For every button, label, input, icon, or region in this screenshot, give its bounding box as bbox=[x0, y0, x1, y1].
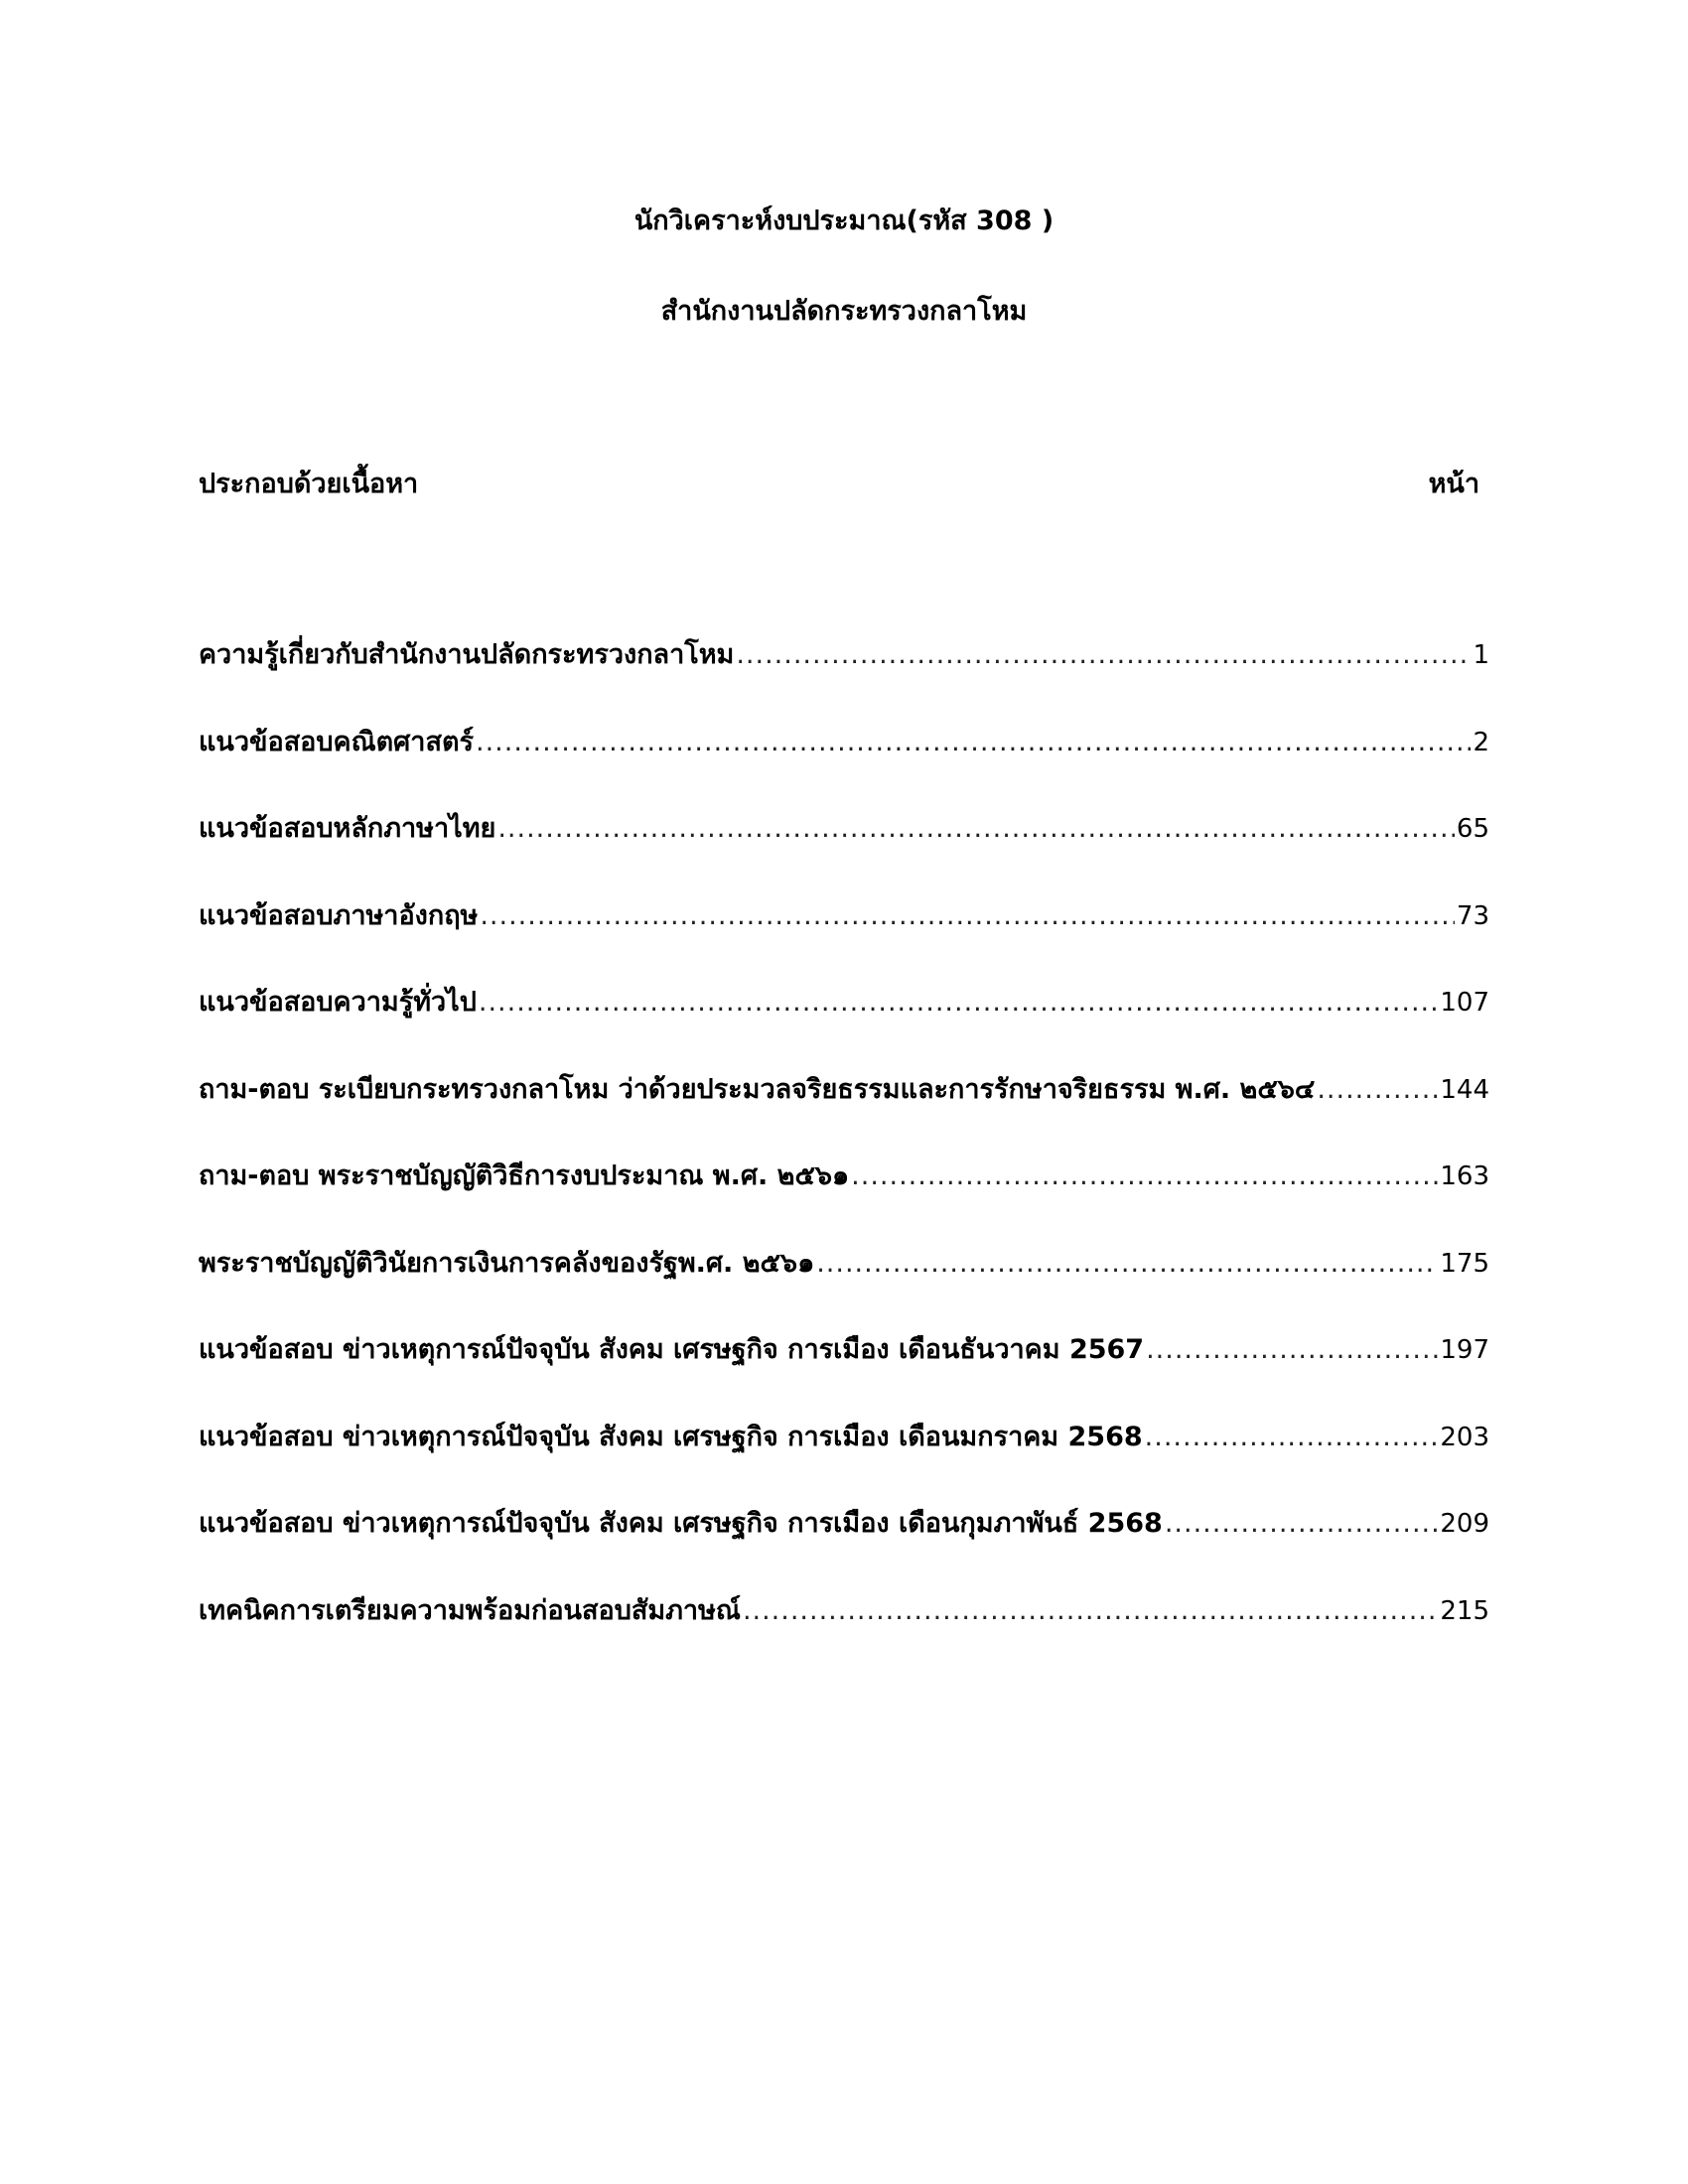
toc-entry-title: แนวข้อสอบ ข่าวเหตุการณ์ปัจจุบัน สังคม เศรษฐกิจ การเมือง เดือนธันวาคม 2567 bbox=[199, 1334, 1145, 1365]
toc-entry-page: 163 bbox=[1440, 1161, 1489, 1191]
toc-entry bbox=[199, 1332, 1489, 1420]
toc-entry-page: 144 bbox=[1440, 1074, 1489, 1105]
toc-entry bbox=[199, 1593, 1489, 1681]
document-title: นักวิเคราะห์งบประมาณ(รหัส 308 ) bbox=[633, 205, 1055, 236]
toc-entry bbox=[199, 1159, 1489, 1246]
dot-leader bbox=[1165, 1506, 1439, 1542]
dot-leader bbox=[743, 1593, 1438, 1629]
dot-leader bbox=[816, 1246, 1438, 1282]
toc-entry-page: 203 bbox=[1440, 1422, 1489, 1452]
dot-leader bbox=[497, 811, 1455, 847]
toc-entry-page: 209 bbox=[1440, 1509, 1489, 1539]
toc-entry-page: 215 bbox=[1440, 1595, 1489, 1626]
toc-entry bbox=[199, 1246, 1489, 1333]
toc-entry-title: พระราชบัญญัติวินัยการเงินการคลังของรัฐพ.ศ. ๒๕๖๑ bbox=[199, 1247, 815, 1279]
toc-entry-title: แนวข้อสอบ ข่าวเหตุการณ์ปัจจุบัน สังคม เศรษฐกิจ การเมือง เดือนกุมภาพันธ์ 2568 bbox=[199, 1508, 1163, 1539]
toc-entry bbox=[199, 811, 1489, 898]
dot-leader bbox=[476, 725, 1471, 760]
dot-leader bbox=[1146, 1332, 1438, 1368]
toc-entry-page: 73 bbox=[1456, 900, 1489, 931]
toc-entry-page: 1 bbox=[1473, 640, 1489, 670]
dot-leader bbox=[1145, 1420, 1439, 1455]
toc-entry bbox=[199, 1420, 1489, 1507]
toc-header-label: ประกอบด้วยเนื้อหา bbox=[199, 469, 419, 499]
toc-entry bbox=[199, 1506, 1489, 1593]
table-of-contents bbox=[199, 637, 1489, 1680]
toc-entry-title: แนวข้อสอบภาษาอังกฤษ bbox=[199, 899, 479, 931]
toc-entry-title: ถาม-ตอบ ระเบียบกระทรวงกลาโหม ว่าด้วยประมวลจริยธรรมและการรักษาจริยธรรม พ.ศ. ๒๕๖๔ bbox=[199, 1073, 1316, 1105]
toc-entry bbox=[199, 725, 1489, 812]
dot-leader bbox=[736, 637, 1471, 673]
toc-entry-page: 2 bbox=[1473, 727, 1489, 757]
toc-entry bbox=[199, 898, 1489, 986]
toc-entry-title: แนวข้อสอบ ข่าวเหตุการณ์ปัจจุบัน สังคม เศรษฐกิจ การเมือง เดือนมกราคม 2568 bbox=[199, 1421, 1143, 1452]
toc-header bbox=[199, 467, 1479, 506]
toc-entry-title: แนวข้อสอบคณิตศาสตร์ bbox=[199, 726, 474, 757]
toc-entry bbox=[199, 1072, 1489, 1160]
toc-entry-page: 175 bbox=[1440, 1248, 1489, 1279]
toc-entry-title: เทคนิคการเตรียมความพร้อมก่อนสอบสัมภาษณ์ bbox=[199, 1594, 741, 1626]
toc-entry-page: 197 bbox=[1440, 1335, 1489, 1365]
toc-entry bbox=[199, 985, 1489, 1072]
toc-entry-title: ถาม-ตอบ พระราชบัญญัติวิธีการงบประมาณ พ.ศ. ๒๕๖๑ bbox=[199, 1160, 850, 1191]
toc-page-column-label: หน้า bbox=[1428, 469, 1479, 499]
toc-entry-page: 65 bbox=[1456, 814, 1489, 844]
document-subtitle: สำนักงานปลัดกระทรวงกลาโหม bbox=[660, 296, 1028, 327]
toc-entry-title: ความรู้เกี่ยวกับสำนักงานปลัดกระทรวงกลาโหม bbox=[199, 639, 735, 670]
dot-leader bbox=[851, 1159, 1438, 1194]
dot-leader bbox=[479, 985, 1438, 1021]
toc-entry-title: แนวข้อสอบความรู้ทั่วไป bbox=[199, 987, 477, 1018]
toc-entry-title: แนวข้อสอบหลักภาษาไทย bbox=[199, 813, 496, 844]
dot-leader bbox=[480, 898, 1455, 934]
dot-leader bbox=[1317, 1072, 1438, 1108]
toc-entry bbox=[199, 637, 1489, 725]
toc-entry-page: 107 bbox=[1440, 988, 1489, 1018]
